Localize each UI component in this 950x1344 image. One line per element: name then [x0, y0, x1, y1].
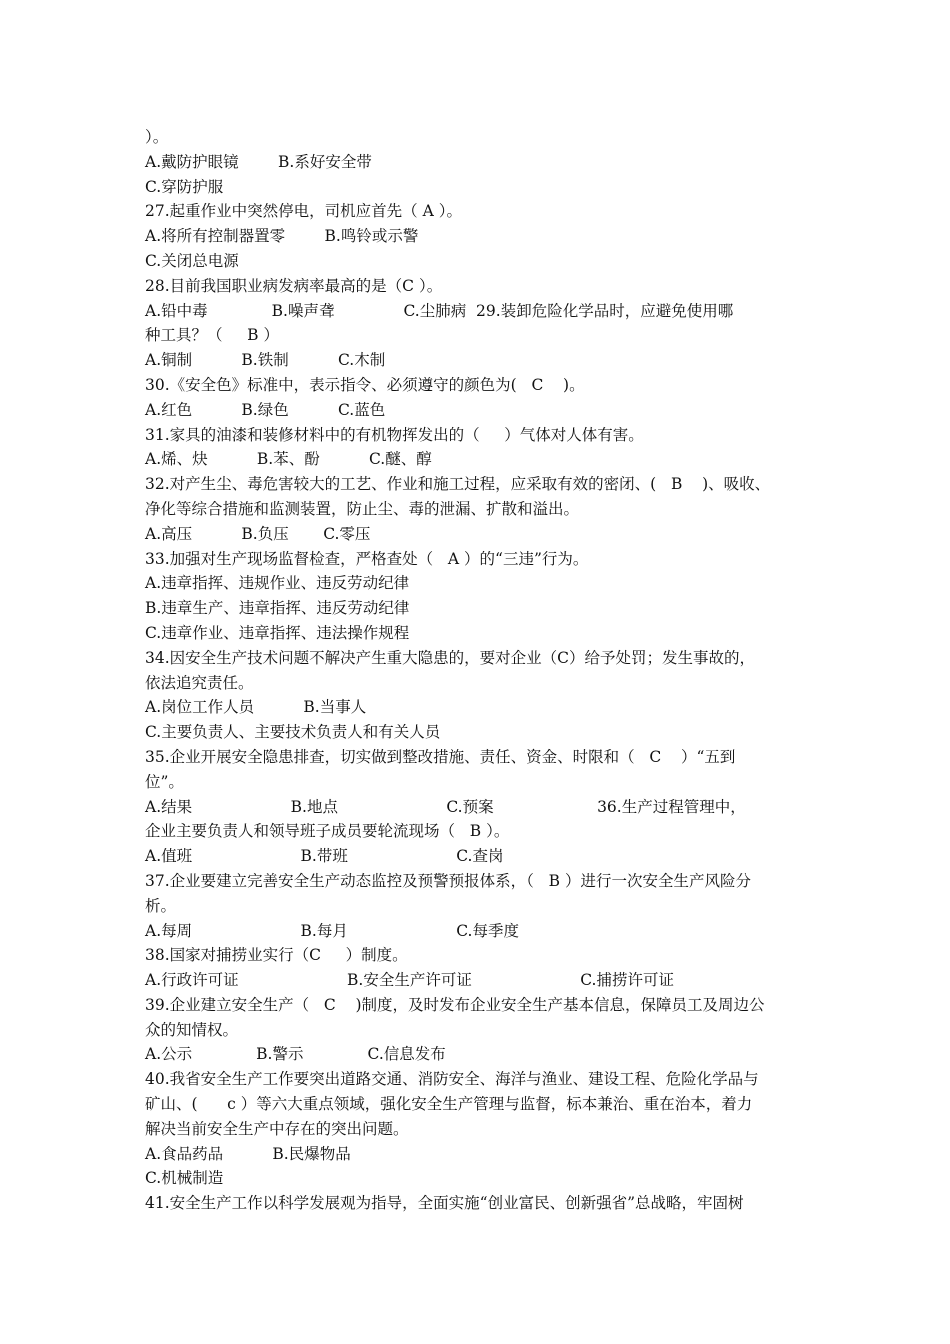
text-line: A.岗位工作人员 B.当事人	[145, 698, 367, 717]
text-line: 种工具？（ B ）	[145, 326, 279, 345]
text-line: C.关闭总电源	[145, 251, 239, 270]
text-line: C.穿防护服	[145, 177, 224, 196]
text-line: 28.目前我国职业病发病率最高的是（C ）。	[145, 276, 443, 295]
text-line: A.红色 B.绿色 C.蓝色	[145, 400, 386, 419]
text-line: 依法追究责任。	[145, 673, 254, 692]
text-line: A.食品药品 B.民爆物品	[145, 1144, 351, 1163]
text-line: 位”。	[145, 772, 184, 791]
text-line: 企业主要负责人和领导班子成员要轮流现场（ B ）。	[145, 822, 510, 841]
text-line: 解决当前安全生产中存在的突出问题。	[145, 1119, 409, 1138]
text-line: A.值班 B.带班 C.查岗	[145, 847, 504, 866]
text-line: A.高压 B.负压 C.零压	[145, 524, 371, 543]
document-page	[145, 125, 825, 1216]
text-line: 27.起重作业中突然停电，司机应首先（ A ）。	[145, 202, 462, 221]
text-line: 净化等综合措施和监测装置，防止尘、毒的泄漏、扩散和溢出。	[145, 499, 580, 518]
text-line: 34.因安全生产技术问题不解决产生重大隐患的，要对企业（C）给予处罚；发生事故的，	[145, 648, 756, 667]
text-line: 41.安全生产工作以科学发展观为指导，全面实施“创业富民、创新强省”总战略，牢固树	[145, 1194, 744, 1213]
text-line: C.机械制造	[145, 1169, 224, 1188]
text-line: C.主要负责人、主要技术负责人和有关人员	[145, 723, 441, 742]
text-line: A.公示 B.警示 C.信息发布	[145, 1045, 446, 1064]
text-line: A.结果 B.地点 C.预案 36.生产过程管理中，	[145, 797, 746, 816]
text-line: ）。	[145, 128, 169, 146]
text-line: 33.加强对生产现场监督检查，严格查处（ A ）的“三违”行为。	[145, 549, 589, 568]
text-line: A.违章指挥、违规作业、违反劳动纪律	[145, 574, 410, 593]
text-line: 38.国家对捕捞业实行（C ）制度。	[145, 946, 408, 965]
text-line: A.将所有控制器置零 B.鸣铃或示警	[145, 227, 419, 246]
text-line: 31.家具的油漆和装修材料中的有机物挥发出的（ ）气体对人体有害。	[145, 425, 644, 444]
text-line: A.戴防护眼镜 B.系好安全带	[145, 152, 372, 171]
text-line: 30.《安全色》标准中，表示指令、必须遵守的颜色为( C )。	[145, 375, 585, 394]
text-line: C.违章作业、违章指挥、违法操作规程	[145, 623, 410, 642]
text-line: A.每周 B.每月 C.每季度	[145, 921, 519, 940]
text-line: 析。	[145, 896, 177, 915]
text-line: A.行政许可证 B.安全生产许可证 C.捕捞许可证	[145, 971, 674, 990]
text-line: A.铜制 B.铁制 C.木制	[145, 351, 386, 370]
text-line: B.违章生产、违章指挥、违反劳动纪律	[145, 599, 410, 618]
text-line: 矿山、( c ）等六大重点领域，强化安全生产管理与监督，标本兼治、重在治本，着力	[145, 1095, 753, 1114]
text-line: 35.企业开展安全隐患排查，切实做到整改措施、责任、资金、时限和（ C ）“五到	[145, 747, 736, 766]
text-line: 37.企业要建立完善安全生产动态监控及预警预报体系，（ B ）进行一次安全生产风险分	[145, 871, 752, 890]
text-line: 39.企业建立安全生产（ C )制度，及时发布企业安全生产基本信息，保障员工及周边公	[145, 995, 765, 1014]
text-line: A.铅中毒 B.噪声聋 C.尘肺病 29.装卸危险化学品时，应避免使用哪	[145, 301, 734, 320]
text-line: A.烯、炔 B.苯、酚 C.醚、醇	[145, 450, 432, 469]
text-line: 众的知情权。	[145, 1020, 239, 1039]
text-line: 40.我省安全生产工作要突出道路交通、消防安全、海洋与渔业、建设工程、危险化学品与	[145, 1070, 759, 1089]
text-line: 32.对产生尘、毒危害较大的工艺、作业和施工过程，应采取有效的密闭、( B )、吸收、	[145, 475, 771, 494]
